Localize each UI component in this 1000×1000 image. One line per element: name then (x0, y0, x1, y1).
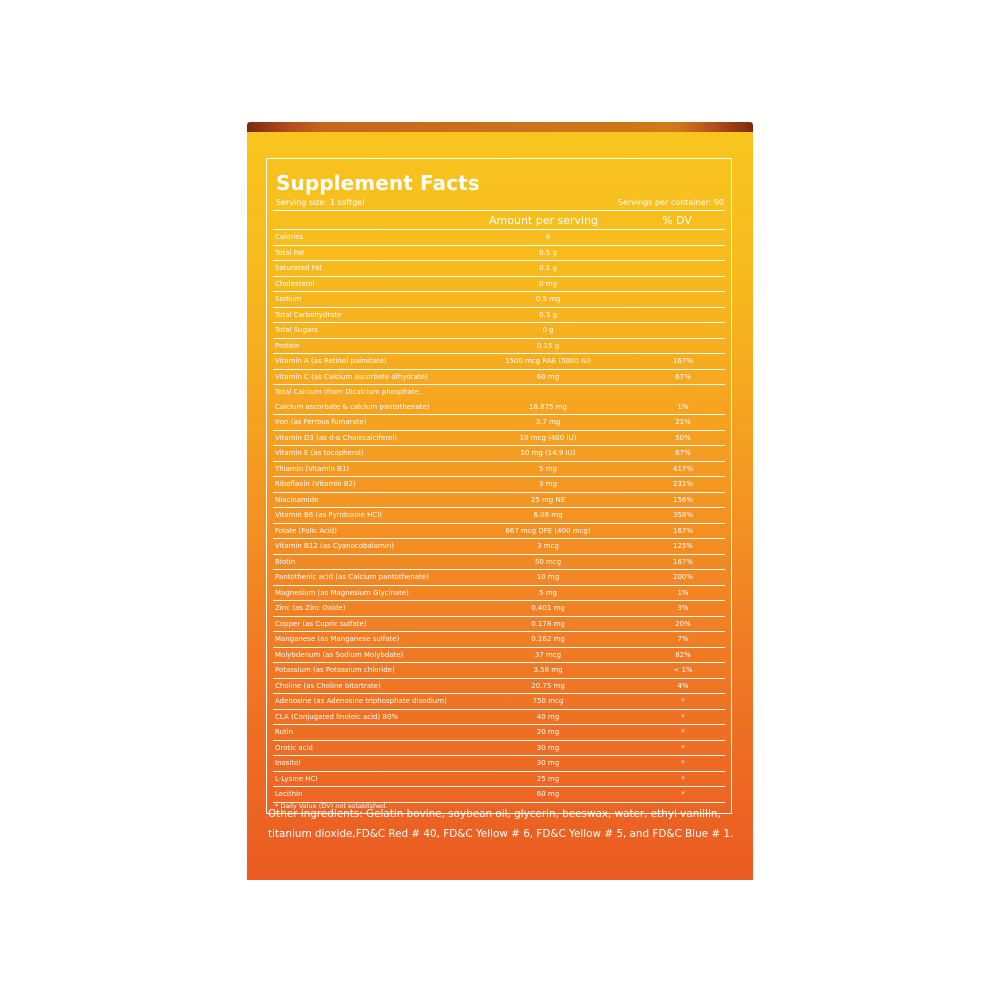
nutrient-name: Orotic acid (275, 743, 313, 752)
nutrient-amount: 0.15 g (536, 341, 560, 350)
nutrient-amount: 30 mg (536, 759, 560, 767)
servings-per-container: Servings per container: 90 (617, 198, 724, 207)
nutrient-name: Biotin (275, 557, 296, 566)
table-row (273, 462, 725, 478)
nutrient-amount: 0.178 mg (531, 619, 565, 628)
nutrient-amount: 3.58 mg (533, 666, 563, 674)
nutrient-dv: 167% (672, 526, 693, 535)
product-box-back (247, 132, 753, 880)
header-divider (273, 210, 725, 211)
nutrient-dv: 3% (677, 604, 689, 612)
nutrient-dv: 7% (677, 635, 689, 643)
serving-size: Serving size: 1 softgel (276, 198, 365, 207)
nutrient-dv: 1% (677, 588, 689, 597)
table-row (273, 539, 725, 555)
nutrient-name-line2: Calcium ascorbate & calcium pantothenate) (275, 402, 430, 411)
nutrient-amount: 3 mcg (537, 542, 559, 550)
nutrient-amount: 10 mg (14.9 IU) (520, 449, 576, 457)
nutrient-dv: 4% (677, 681, 689, 690)
table-row (273, 261, 725, 277)
nutrient-dv: 1% (677, 402, 689, 411)
nutrient-amount: 18.875 mg (529, 402, 567, 411)
nutrient-name: Calories (275, 233, 304, 241)
nutrient-amount: 40 mg (536, 712, 560, 721)
nutrient-amount: 750 mcg (532, 697, 564, 705)
table-row (273, 308, 725, 324)
table-row (273, 246, 725, 262)
panel-title: Supplement Facts (276, 171, 480, 195)
nutrient-dv: 156% (672, 495, 693, 504)
table-row (273, 370, 725, 386)
nutrient-dv: * (681, 759, 685, 767)
nutrient-dv: 50% (675, 433, 691, 442)
nutrient-name: CLA (Conjugated linoleic acid) 80% (275, 712, 399, 721)
nutrient-dv: * (681, 790, 685, 798)
table-row (273, 694, 725, 710)
column-header-dv: % DV (662, 214, 692, 227)
nutrient-name: Copper (as Cupric sulfate) (275, 619, 367, 628)
nutrient-name: Saturated Fat (275, 264, 323, 272)
nutrient-dv: 417% (672, 464, 693, 473)
nutrient-name: Manganese (as Manganese sulfate) (275, 635, 400, 643)
table-row (273, 415, 725, 431)
table-row (273, 431, 725, 447)
nutrient-amount: 10 mcg (400 IU) (519, 433, 577, 442)
nutrient-amount: 0.3 g (539, 310, 557, 319)
nutrient-name: Sodium (275, 295, 302, 303)
nutrient-name: Choline (as Choline bitartrate) (275, 681, 381, 690)
nutrient-amount: 0.1 g (539, 264, 557, 272)
nutrient-amount: 6.08 mg (533, 511, 563, 519)
other-ingredients: Other ingredients: Gelatin bovine, soybean oil, glycerin, beeswax, water, ethyl vanillin, titanium dioxide,FD&C Red # 40, FD&C Yellow # 6, FD&C Yellow # 5, and FD&C Blue # 1. (268, 808, 734, 840)
table-row (273, 555, 725, 571)
nutrient-amount: 3 mg (539, 480, 557, 488)
table-row (273, 787, 725, 803)
nutrient-name: Pantothenic acid (as Calcium pantothenate) (275, 573, 429, 581)
nutrient-amount: 5 mg (539, 588, 557, 597)
column-header-amount: Amount per serving (489, 214, 599, 227)
nutrient-name: Thiamin (Vitamin B1) (275, 464, 350, 473)
supplement-facts-panel (266, 158, 732, 814)
nutrient-name: Protein (275, 341, 300, 350)
nutrient-dv: 20% (675, 619, 691, 628)
nutrient-amount: 5 mg (539, 464, 557, 473)
table-row (273, 601, 725, 617)
table-row (273, 339, 725, 355)
nutrient-name: Folate (Folic Acid) (275, 526, 337, 535)
nutrient-name: Vitamin B6 (as Pyridoxine HCl) (275, 511, 382, 519)
nutrient-name: Vitamin C (as Calcium ascorbate dihydrate) (275, 372, 428, 381)
nutrient-dv: 21% (675, 418, 691, 426)
table-row (273, 524, 725, 540)
nutrient-name: Total Fat (275, 248, 304, 257)
nutrient-name: Vitamin D3 (as d-α Cholecalciferol) (275, 433, 397, 442)
table-row (273, 632, 725, 648)
table-row (273, 756, 725, 772)
nutrient-name: Molybdenum (as Sodium Molybdate) (275, 650, 404, 659)
nutrient-amount: 10 mg (536, 573, 560, 581)
nutrient-dv: 82% (675, 650, 691, 659)
nutrient-name: Rutin (275, 728, 294, 736)
nutrient-name: Total Carbohydrate (275, 310, 342, 319)
nutrient-name: Riboflavin (Vitamin B2) (275, 480, 356, 488)
nutrient-amount: 30 mg (536, 743, 560, 752)
nutrient-amount: 20.75 mg (531, 681, 565, 690)
nutrient-amount: 60 mg (536, 372, 560, 381)
nutrient-name: Total Sugars (275, 326, 318, 334)
nutrient-amount: 667 mcg DFE (400 mcg) (505, 526, 591, 535)
nutrient-dv: 67% (675, 372, 691, 381)
nutrient-amount: 3.7 mg (535, 418, 561, 426)
nutrient-amount: 0 mg (539, 279, 557, 288)
nutrient-name: L-Lysine HCl (275, 774, 318, 783)
nutrient-name: Potassium (as Potassium chloride) (275, 666, 395, 674)
nutrient-amount: 0.5 mg (535, 295, 561, 303)
nutrient-name: Magnesium (as Magnesium Glycinate) (275, 588, 409, 597)
table-row (273, 508, 725, 524)
nutrient-name: Iron (as Ferrous fumarate) (275, 418, 367, 426)
table-row (273, 446, 725, 462)
nutrient-dv: 167% (672, 557, 693, 566)
nutrient-amount: 0.162 mg (531, 635, 565, 643)
nutrient-dv: * (681, 774, 685, 783)
nutrient-name: Inositol (275, 759, 301, 767)
nutrient-dv: 125% (672, 542, 693, 550)
table-row (273, 277, 725, 293)
nutrient-name: Zinc (as Zinc Oxide) (275, 604, 346, 612)
footnote: * Daily Value (DV) not established. (275, 802, 388, 810)
nutrient-amount: 25 mg NE (530, 495, 566, 504)
nutrient-dv: 231% (672, 480, 693, 488)
table-row (273, 741, 725, 757)
nutrient-dv: < 1% (673, 666, 693, 674)
nutrient-dv: * (681, 697, 685, 705)
nutrient-amount: 1500 mcg RAE (5000 IU) (504, 357, 592, 365)
table-row (273, 617, 725, 633)
nutrient-name: Lecithin (275, 790, 303, 798)
nutrient-table (273, 229, 725, 803)
nutrient-name: Total Calcium (from Dicalcium phosphate, (275, 388, 422, 396)
nutrient-dv: 200% (672, 573, 693, 581)
nutrient-dv: * (681, 728, 685, 736)
nutrient-amount: 0.5 g (539, 248, 557, 257)
table-row (273, 772, 725, 788)
nutrient-dv: * (681, 712, 685, 721)
table-row (273, 679, 725, 695)
nutrient-amount: 37 mcg (534, 650, 562, 659)
nutrient-dv: * (681, 743, 685, 752)
table-row (273, 354, 725, 370)
nutrient-amount: 60 mg (536, 790, 560, 798)
nutrient-amount: 6 (545, 233, 551, 241)
nutrient-name: Vitamin B12 (as Cyanocobalamin) (275, 542, 394, 550)
nutrient-amount: 50 mcg (534, 557, 562, 566)
nutrient-amount: 0.401 mg (531, 604, 565, 612)
table-row (273, 229, 725, 246)
nutrient-amount: 0 g (542, 326, 554, 334)
nutrient-name: Adenosine (as Adenosine triphosphate disodium) (275, 697, 447, 705)
nutrient-amount: 25 mg (536, 774, 560, 783)
nutrient-name: Niacinamide (275, 495, 319, 504)
table-row (273, 710, 725, 726)
table-row (273, 493, 725, 509)
nutrient-name: Vitamin E (as tocopherol) (275, 449, 364, 457)
table-row (273, 725, 725, 741)
table-row (273, 385, 725, 415)
table-row (273, 586, 725, 602)
table-row (273, 570, 725, 586)
table-row (273, 323, 725, 339)
nutrient-dv: 167% (672, 357, 693, 365)
nutrient-name: Vitamin A (as Retinol palmitate) (275, 357, 387, 365)
table-row (273, 648, 725, 664)
nutrient-dv: 67% (675, 449, 691, 457)
table-row (273, 477, 725, 493)
nutrient-amount: 20 mg (536, 728, 560, 736)
nutrient-dv: 358% (672, 511, 693, 519)
table-row (273, 663, 725, 679)
table-row (273, 292, 725, 308)
nutrient-name: Cholesterol (275, 279, 315, 288)
